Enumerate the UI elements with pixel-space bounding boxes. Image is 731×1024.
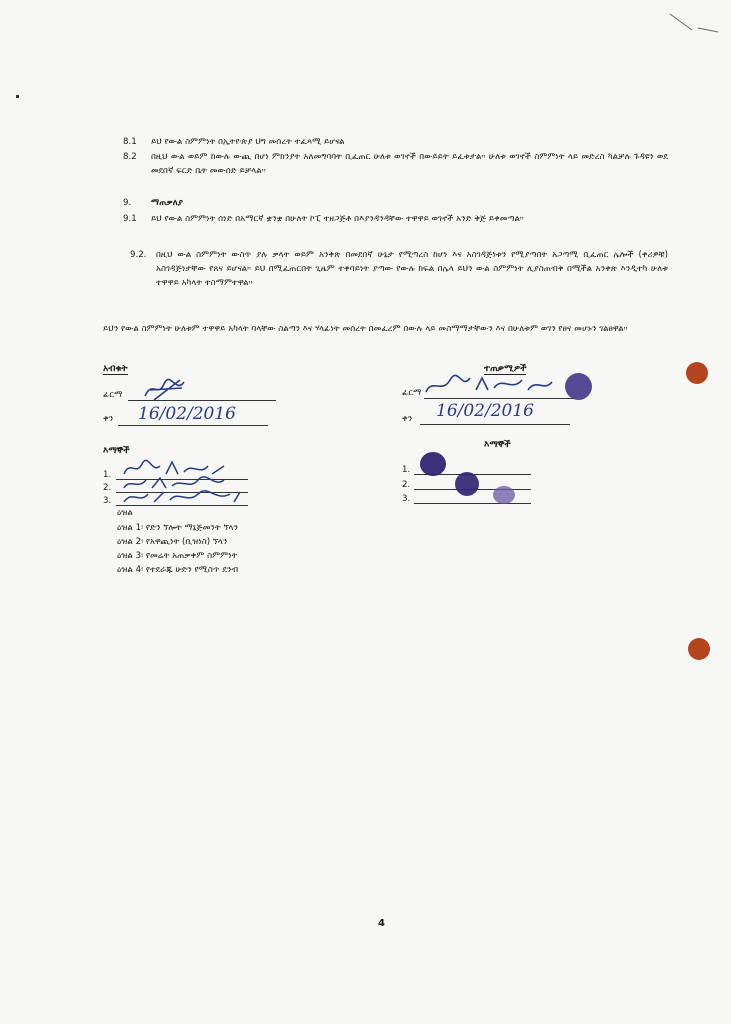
right-party-heading: ተጠቃሚዎች — [484, 364, 527, 374]
left-date-line — [118, 425, 268, 426]
left-signature — [140, 376, 190, 404]
clause-text: በዚህ ውል ስምምነት ውስጥ ያሉ ቃላት ወይም አንቀጽ በመደበኛ ሁኔታ የሚጣረስ ከሆነ እና አስገዳጅነቱን የሚያጣበት አጋጣሚ ቢፈጠር ሌሎች (ቀሪዎቹ) አስገዳጅነታቸው የጸና ይሆናል። ይህ በሚፈጠርበት ጊዜም ተቀባይነት ያጣው የውሉ ክፍል በሌላ ይህን ውል ስምምነት ሊያስጠብቅ በሚችል አንቀጽ እንዲተካ ሁለቱ ተዋዋይ አካላት ተስማምተዋል። — [156, 250, 668, 288]
scan-corner-mark — [668, 8, 728, 38]
section-title: ማጠቃለያ — [151, 198, 183, 208]
clause-number: 8.2 — [123, 152, 137, 162]
page-number: 4 — [378, 918, 385, 929]
attachment-item-1: ዕዝል 1፡ የድን ኘሎት ማኔጅመንት ኘላን — [117, 523, 239, 533]
attachments-heading: ዕዝል — [117, 508, 133, 518]
clause-8-2 — [123, 150, 668, 194]
right-witness-3-line — [414, 503, 531, 504]
left-witness-heading: እማኞች — [103, 446, 130, 456]
right-witness-1-number: 1. — [402, 465, 411, 475]
punch-hole-top — [686, 362, 708, 384]
section-9-heading — [123, 196, 423, 210]
attachment-item-2: ዕዝል 2፡ የአዋጪነት (ቢዝነስ) ኘላን — [117, 537, 228, 547]
clause-number: 9.1 — [123, 214, 137, 224]
attachment-item-4: ዕዝል 4፡ የተደራጁ ሁድን የሚስጥ ደንብ — [117, 565, 239, 575]
closing-statement: ይህን የውል ስምምነት ሁለቱም ተዋዋይ አካላት ባላቸው ስልጣን እና ሃላፊነት መሰረት በመፈረም በውሉ ላይ መስማማታቸውን እና በሁለቱም ወገን የፀና መሆኑን ገልፀዋል። — [103, 324, 628, 334]
witness-1-fingerprint — [420, 452, 446, 476]
right-signature-label: ፊርማ — [402, 388, 422, 398]
left-witness-2-number: 2. — [103, 483, 112, 493]
right-date-label: ቀን — [402, 414, 413, 424]
clause-number: 8.1 — [123, 137, 137, 147]
right-witness-heading: እማኞች — [484, 440, 511, 450]
clause-number: 9. — [123, 198, 132, 208]
attachment-item-3: ዕዝል 3፡ የመሬት አጠቃቀም ስምምነት — [117, 551, 238, 561]
right-witness-3-number: 3. — [402, 494, 411, 504]
clause-text: በዚህ ውል ወይም ከውሉ ውጪ በሆነ ምክንያት አለመግባባት ቢፈጠር ሁለቱ ወገኖች በውይይት ይፈቱታል። ሁለቱ ወገኖች ስምምነት ላይ መድረስ ካልቻሉ ጉዳዩን ወደ መደበኛ ፍርድ ቤት መውሰድ ይቻላል። — [151, 152, 668, 176]
left-witness-1-number: 1. — [103, 470, 112, 480]
clause-9-2 — [130, 248, 668, 306]
left-date-label: ቀን — [103, 414, 114, 424]
right-date-value: 16/02/2016 — [436, 401, 534, 421]
left-witness-3-number: 3. — [103, 496, 112, 506]
witness-3-fingerprint — [493, 486, 515, 504]
witness-2-fingerprint — [455, 472, 479, 496]
scan-speck — [16, 95, 19, 98]
left-witness-3-signature — [120, 488, 244, 508]
left-date-value: 16/02/2016 — [138, 404, 236, 424]
clause-text: ይህ የውል ስምምነት ሰነድ በአማርኛ ቋንቋ በሁለት ኮፒ ተዘጋጅቶ በእያንዳንዳቸው ተዋዋይ ወገኖች አንድ ቅጅ ይቀመጣል። — [151, 214, 524, 224]
left-party-heading: አብቁት — [103, 364, 128, 374]
left-signature-label: ፊርማ — [103, 390, 123, 400]
right-date-line — [420, 424, 570, 425]
clause-9-1 — [123, 212, 668, 242]
punch-hole-bottom — [688, 638, 710, 660]
clause-text: ይህ የውል ስምምነት በኢትዮጵያ ህግ መሰረት ተፈጻሚ ይሆናል — [151, 137, 345, 147]
clause-8-1 — [123, 135, 623, 149]
clause-number: 9.2. — [130, 250, 147, 260]
fingerprint-stamp — [565, 373, 592, 400]
right-witness-2-number: 2. — [402, 480, 411, 490]
